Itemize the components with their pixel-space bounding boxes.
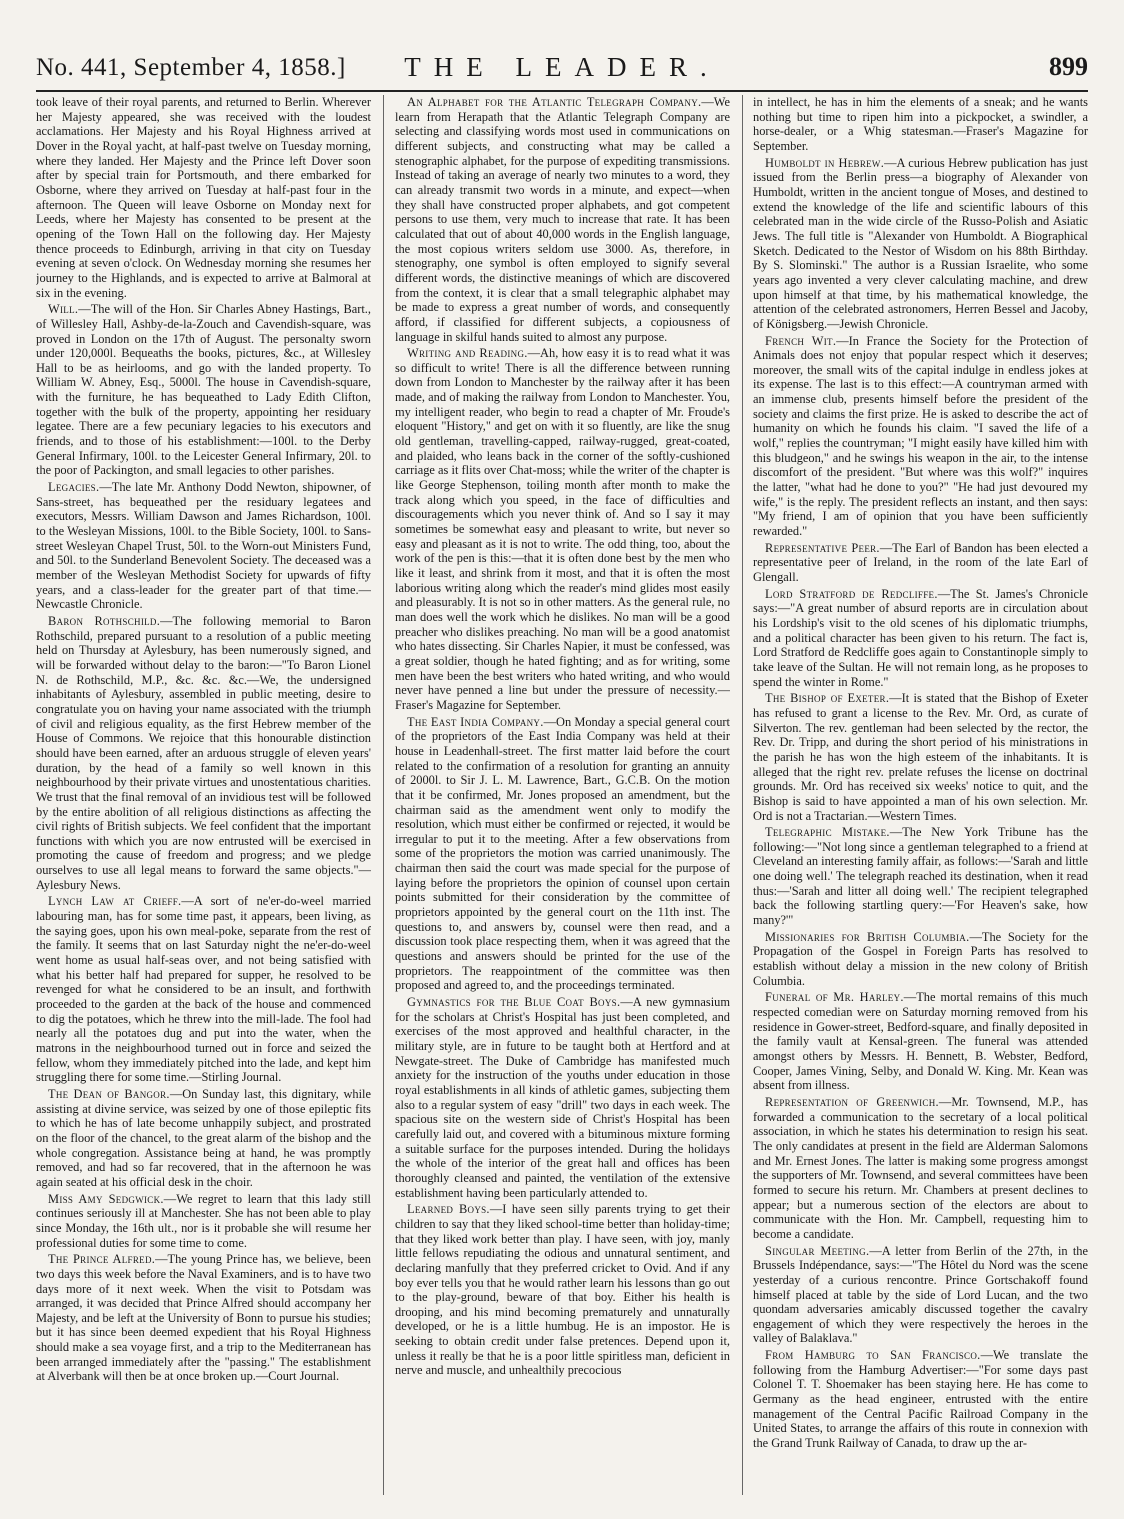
news-item (395, 95, 730, 344)
news-item (753, 691, 1088, 823)
news-item-text: took leave of their royal parents, and returned to Berlin. Wherever her Majesty appeared, she was received with the loudest acclamations. Her Majesty and his Royal Highness arrived at Dover in the Royal yacht, at half-past twelve on Tuesday morning, where they landed. Her Majesty and the Prince left Dover soon after by special train for Portsmouth, and there embarked for Osborne, where they arrived on Tuesday at half-past four in the afternoon. The Queen will leave Osborne on Monday next for Leeds, where her Majesty has consented to be present at the opening of the Town Hall on the following day. Her Majesty thence proceeds to Edinburgh, arriving in that city on Tuesday evening at seven o'clock. On Wednesday morning she resumes her journey to the Highlands, and is expected to arrive at Balmoral at six in the evening. (36, 95, 371, 300)
news-item (753, 1095, 1088, 1242)
news-item-text: —A new gymnasium for the scholars at Christ's Hospital has just been completed, and exercises of the most approved and healthful character, in the military style, are in future to be taught both at Hertford and at Newgate-street. The Duke of Cambridge has manifested much anxiety for the instruction of the youths under education in those royal establishments in all kinds of athletic games, subjecting them also to a regular system of easy "drill" two days in each week. The spacious site on the western side of Christ's Hospital has been carefully laid out, and covered with a bituminous mixture forming a suitable surface for the purposes intended. During the holidays the whole of the interior of the great hall and offices has been thoroughly cleansed and painted, the ventilation of the extensive establishment having been particularly attended to. (395, 995, 730, 1200)
news-item (753, 1244, 1088, 1347)
column-3 (753, 95, 1088, 1505)
news-item (36, 614, 371, 892)
news-item (753, 1348, 1088, 1451)
news-item-text: —The following memorial to Baron Rothschild, prepared pursuant to a resolution of a public meeting held on Thursday at Aylesbury, has been numerously signed, and will be forwarded without delay to the baron:—"To Baron Lionel N. de Rothschild, M.P., &c. &c. &c.—We, the undersigned inhabitants of Aylesbury, assembled in public meeting, desire to congratulate you on having your name associated with the triumph of civil and religious equality, as the first Hebrew member of the House of Commons. We rejoice that this honourable distinction should have been earned, after an arduous struggle of eleven years' duration, by the head of a family so well known in this neighbourhood by their private virtues and unostentatious charities. We trust that the final removal of an invidious test will be followed by the entire abolition of all religious distinctions as affecting the civil rights of British subjects. We feel confident that the important functions with which you are now entrusted will be exercised in promoting the cause of freedom and progress; and we pledge ourselves to use all legal means to forward the same objects."—Aylesbury News. (36, 613, 371, 892)
news-item-heading: Miss Amy Sedgwick. (48, 1191, 164, 1206)
news-item-heading: Learned Boys. (407, 1202, 490, 1217)
news-item (36, 302, 371, 478)
news-item-heading: Writing and Reading. (407, 346, 528, 361)
page-number: 899 (1049, 52, 1088, 81)
news-item (36, 95, 371, 300)
news-item-heading: From Hamburg to San Francisco. (765, 1348, 981, 1363)
news-item (753, 587, 1088, 690)
news-item-heading: Representation of Greenwich. (765, 1094, 939, 1109)
news-item-text: —We translate the following from the Hamburg Advertiser:—"For some days past Colonel T. T. Shoemaker has been staying here. He has come to Germany as the head engineer, entrusted with the entire management of the Central Pacific Railroad Company in the United States, to arrange the affairs of this route in connexion with the Grand Trunk Railway of Canada, to draw up the ar- (753, 1348, 1088, 1451)
news-item-heading: French Wit. (765, 333, 837, 348)
news-item-text: —A sort of ne'er-do-weel married labouring man, has for some time past, it appears, been living, as the saying goes, upon his own meal-poke, separate from the rest of the family. It seems that on last Saturday night the ne'er-do-weel went home as usual half-seas over, and not being satisfied with what his better half had prepared for supper, he resolved to be revenged for what he considered to be an insult, and forthwith proceeded to the garden at the back of the house and commenced to dig the potatoes, which he threw into the mill-lade. The fool had nearly all the potatoes dug and put into the water, when the matrons in the neighbourhood turned out in force and seized the fellow, whom they immediately pitched into the lade, and kept him struggling there for some time.—Stirling Journal. (36, 894, 371, 1085)
news-item-heading: Representative Peer. (765, 540, 880, 555)
news-item-heading: Humboldt in Hebrew. (765, 155, 885, 170)
news-item (36, 1087, 371, 1190)
news-item-heading: Baron Rothschild. (48, 613, 161, 628)
news-item-heading: Gymnastics for the Blue Coat Boys. (407, 995, 621, 1010)
news-item-text: —A letter from Berlin of the 27th, in the Brussels Indépendance, says:—"The Hôtel du Nord was the scene yesterday of a curious rencontre. Prince Gortschakoff found himself placed at table by the side of Lord Lucan, and the two quondam adversaries amicably discussed together the cavalry engagement of which they were respectively the heroes in the valley of Balaklava." (753, 1243, 1088, 1346)
news-item (395, 995, 730, 1200)
news-item-text: —In France the Society for the Protection of Animals does not enjoy that popular respect which it deserves; moreover, the small wits of the capital indulge in endless jokes at its expense. The last is to this effect:—A countryman armed with an immense club, presents himself before the president of the society and claims the first prize. He is asked to describe the act of humanity on which he founds his claim. "I saved the life of a wolf," replies the countryman; "I might easily have killed him with this bludgeon," and he swings his weapon in the air, to the intense discomfort of the president. "But where was this wolf?" inquires the latter, "what had he done to you?" "He had just devoured my wife," is the reply. The president reflects an instant, and then says: "My friend, I am of opinion that you have been sufficiently rewarded." (753, 333, 1088, 539)
news-item-text: —It is stated that the Bishop of Exeter has refused to grant a license to the Rev. Mr. Ord, as curate of Silverton. The rev. gentleman had been selected by the rector, the Rev. Dr. Tripp, and during the short period of his ministrations in the parish he has won the high esteem of the inhabitants. It is alleged that the right rev. prelate refuses the license on doctrinal grounds. Mr. Ord has received six weeks' notice to quit, and the Bishop is said to have appointed a man of his own selection. Mr. Ord is not a Tractarian.—Western Times. (753, 691, 1088, 823)
news-item (753, 95, 1088, 154)
news-item-heading: Lynch Law at Crieff. (48, 894, 182, 909)
news-item (395, 715, 730, 993)
column-divider (383, 95, 384, 1495)
news-item-heading: An Alphabet for the Atlantic Telegraph Company. (407, 95, 702, 109)
news-item (36, 894, 371, 1085)
news-item-heading: The East India Company. (407, 714, 544, 729)
newspaper-title: THE LEADER. (404, 52, 720, 82)
news-item-text: —We regret to learn that this lady still continues seriously ill at Manchester. She has not been able to play since Monday, the 16th ult., nor is it probable she will resume her professional duties for some time to come. (36, 1191, 371, 1250)
news-item-text: —On Sunday last, this dignitary, while assisting at divine service, was seized by one of those epileptic fits to which he has of late become unhappily subject, and prostrated on the floor of the chancel, to the great alarm of the bishop and the whole congregation. Assistance being at hand, he was promptly removed, and had so far recovered, that in the afternoon he was again seated at his official desk in the choir. (36, 1086, 371, 1189)
news-item-text: —On Monday a special general court of the proprietors of the East India Company was held at their house in Leadenhall-street. The first matter laid before the court related to the confirmation of a resolution for granting an annuity of 2000l. to Sir J. L. M. Lawrence, Bart., G.C.B. On the motion that it be confirmed, Mr. Jones proposed an amendment, but the chairman said as the amendment went only to modify the resolution, which must either be confirmed or rejected, it would be irregular to put it to the meeting. After a few observations from some of the proprietors the motion was carried unanimously. The chairman then said the court was made special for the purpose of laying before the proprietors the opinion of counsel upon certain points submitted for their consideration by the committee of proprietors appointed by the general court on the 11th inst. The questions to, and answers by, counsel were then read, and a discussion took place respecting them, when it was agreed that the questions and answers should be printed for the use of the proprietors. The reappointment of the committee was then proposed and agreed to, and the proceedings terminated. (395, 714, 730, 993)
news-item (395, 346, 730, 712)
news-item-text: —I have seen silly parents trying to get their children to say that they liked school-time better than holiday-time; that they liked work better than play. I have seen, with joy, manly little fellows repudiating the odious and unnatural sentiment, and declaring manfully that they preferred cricket to Ovid. And if any boy ever tells you that he would rather learn his lessons than go out to the play-ground, beware of that boy. Either his health is drooping, and his mind becoming prematurely and unnaturally developed, or he is a little humbug. He is an impostor. He is seeking to obtain credit under false pretences. Depend upon it, unless it really be that he is a poor little spiritless man, deficient in nerve and muscle, and unhealthily precocious (395, 1202, 730, 1378)
issue-date: No. 441, September 4, 1858.] (36, 54, 346, 81)
news-item (753, 541, 1088, 585)
news-item-heading: The Bishop of Exeter. (765, 691, 890, 706)
column-2 (395, 95, 730, 1505)
news-item (753, 930, 1088, 989)
news-item (753, 990, 1088, 1093)
news-item-heading: Lord Stratford de Redcliffe. (765, 586, 938, 601)
news-item-text: —The New York Tribune has the following:—"Not long since a gentleman telegraphed to a friend at Cleveland an interesting family affair, as follows:—'Sarah and little one doing well.' The telegraph reached its destination, when it read thus:—'Sarah and litter all doing well.' The recipient telegraphed back the following startling query:—'For Heaven's sake, how many?'" (753, 825, 1088, 928)
news-item (36, 1252, 371, 1384)
news-item (36, 1192, 371, 1251)
news-item-heading: Will. (48, 302, 79, 317)
masthead (36, 48, 1088, 92)
news-item-heading: Telegraphic Mistake. (765, 825, 890, 840)
news-item (753, 156, 1088, 332)
news-item-text: —The St. James's Chronicle says:—"A great number of absurd reports are in circulation about his Lordship's visit to the old scenes of his diplomatic triumphs, and a political character has been given to his return. The fact is, Lord Stratford de Redcliffe goes again to Constantinople simply to take leave of the Sultan. He will not remain long, as he proposes to spend the winter in Rome." (753, 586, 1088, 689)
column-divider (742, 95, 743, 1495)
column-1 (36, 95, 371, 1505)
news-item-heading: The Prince Alfred. (48, 1252, 156, 1267)
news-item (753, 334, 1088, 539)
news-item-heading: Missionaries for British Columbia. (765, 929, 970, 944)
news-item-heading: Funeral of Mr. Harley. (765, 990, 904, 1005)
news-item-text: —Ah, how easy it is to read what it was so difficult to write! There is all the difference between running down from London to Manchester by the railway after it has been made, and of making the railway from London to Manchester. You, my intelligent reader, who begin to read a chapter of Mr. Froude's eloquent "History," and get on with it so fluently, are like the snug old gentleman, travelling-capped, railway-rugged, great-coated, and plaided, who leans back in the corner of the softly-cushioned carriage as it flits over Chat-moss; while the writer of the chapter is like George Stephenson, toiling month after month to make the track along which you speed, in the face of difficulties and discouragements which you never think of. And so I say it may sometimes be somewhat easy and pleasant to write, but never so easy and pleasant as it is not to write. The odd thing, too, about the work of the pen is this:—that it is often done best by the men who like it least, and shrink from it most, and that it is often the most laborious writing along which the reader's mind glides most easily and pleasurably. It is not so in other matters. As the general rule, no man does well the work which he dislikes. No man will be a good preacher who dislikes preaching. No man will be a good anatomist who hates dissecting. Sir Charles Napier, it must be confessed, was a great soldier, though he hated fighting; and as for writing, some men have been the best writers who hated writing, and who would never have penned a line but under the pressure of necessity.—Fraser's Magazine for September. (395, 346, 730, 712)
news-item-text: —The mortal remains of this much respected comedian were on Saturday morning removed from his residence in Gower-street, Bedford-square, and finally deposited in the family vault at Kensal-green. The funeral was attended amongst others by Messrs. H. Bennett, B. Webster, Bedford, Cooper, James Vining, Selby, and Donald W. King. Mr. Kean was absent from illness. (753, 990, 1088, 1093)
news-item-text: in intellect, he has in him the elements of a sneak; and he wants nothing but time to ripen him into a pickpocket, a swindler, a horse-dealer, or a Whig statesman.—Fraser's Magazine for September. (753, 95, 1088, 153)
news-item-text: —The late Mr. Anthony Dodd Newton, shipowner, of Sans-street, has bequeathed per the residuary legatees and executors, Messrs. William Dawson and James Richardson, 100l. to the Wesleyan Missions, 100l. to the Bible Society, 100l. to Sans-street Wesleyan Chapel Trust, 50l. to the Worn-out Ministers Fund, and 50l. to the Sunderland Benevolent Society. The deceased was a member of the Wesleyan Methodist Society for upwards of fifty years, and a class-leader for the greater part of that time.—Newcastle Chronicle. (36, 480, 371, 612)
news-item (753, 825, 1088, 928)
news-item-heading: Legacies. (48, 480, 100, 495)
news-item-text: —Mr. Townsend, M.P., has forwarded a communication to the secretary of a local political association, in which he states his determination to resign his seat. The only candidates at present in the field are Alderman Salomons and Mr. Ernest Jones. The latter is making some progress amongst the supporters of Mr. Townsend, and several committees have been formed to secure his return. Mr. Chambers at present declines to appear; but a numerous section of the electors are about to communicate with the Hon. Mr. Campbell, requesting him to become a candidate. (753, 1094, 1088, 1241)
news-item (395, 1202, 730, 1378)
news-item-text: —The Society for the Propagation of the Gospel in Foreign Parts has resolved to establish without delay a mission in the new colony of British Columbia. (753, 929, 1088, 988)
news-item-heading: The Dean of Bangor. (48, 1086, 170, 1101)
news-item-text: —A curious Hebrew publication has just issued from the Berlin press—a biography of Alexander von Humboldt, written in the ancient tongue of Moses, and destined to extend the knowledge of the life and scientific labours of this celebrated man in the wide circle of the Russo-Polish and Asiatic Jews. The full title is "Alexander von Humboldt. A Biographical Sketch. Dedicated to the Nestor of Wisdom on his 88th Birthday. By S. Slominski." The author is a Russian Israelite, who some years ago invented a very clever calculating machine, and drew upon himself at that time, by his mathematical knowledge, the attention of the celebrated astronomers, Herren Bessel and Jacoby, of Königsberg.—Jewish Chronicle. (753, 155, 1088, 331)
news-item-text: —The will of the Hon. Sir Charles Abney Hastings, Bart., of Willesley Hall, Ashby-de-la-Zouch and Cavendish-square, was proved in London on the 17th of August. The personalty sworn under 120,000l. Bequeaths the books, pictures, &c., at Willesley Hall to be as heirlooms, and go with the landed property. To William W. Abney, Esq., 5000l. The house in Cavendish-square, with the furniture, he has bequeathed to Lady Edith Clifton, together with the bulk of the property, appointing her residuary legatee. There are a few pecuniary legacies to his executors and friends, and to those of his establishment:—100l. to the Derby General Infirmary, 100l. to the Leicester General Infirmary, 20l. to the poor of Packington, and small legacies to other parishes. (36, 302, 371, 478)
news-item-heading: Singular Meeting. (765, 1243, 870, 1258)
news-item-text: —The young Prince has, we believe, been two days this week before the Naval Examiners, and is to have two days more of it next week. When the visit to Potsdam was arranged, it was decided that Prince Alfred should accompany her Majesty, and be left at the University of Bonn to pursue his studies; but it has since been deemed expedient that his Royal Highness should make a sea voyage first, and a trip to the Mediterranean has been arranged immediately after the "passing." The establishment at Alverbank will then be at once broken up.—Court Journal. (36, 1252, 371, 1384)
news-item (36, 480, 371, 612)
news-item-text: —The Earl of Bandon has been elected a representative peer of Ireland, in the room of the late Earl of Glengall. (753, 540, 1088, 584)
news-item-text: —We learn from Herapath that the Atlantic Telegraph Company are selecting and classifying words most used in communications on different subjects, and constructing what may be called a stenographic alphabet, for the purpose of expediting transmissions. Instead of taking an average of nearly two minutes to a word, they can already transmit two words in a minute, and expect—when they shall have constructed proper alphabets, and got competent persons to use them, very much to increase that rate. It has been calculated that out of about 40,000 words in the English language, the most copious writers seldom use 3000. As, therefore, in stenography, one symbol is often employed to signify several different words, the distinctive meanings of which are discovered from the context, it is clear that a small telegraphic alphabet may be made to express a great number of words, and consequently afford, if classified for different subjects, a copiousness of language in skilful hands suited to almost any purpose. (395, 95, 730, 344)
